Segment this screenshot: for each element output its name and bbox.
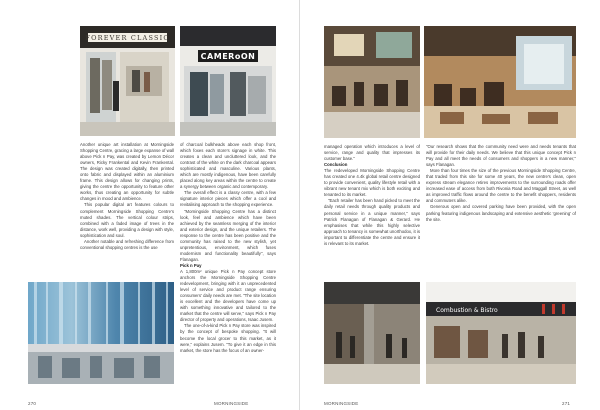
right-page bbox=[300, 0, 600, 410]
running-footer-right: MORNINGSIDE bbox=[324, 401, 359, 406]
paragraph: "Our research shows that the community need were and needs tenants that will provide for their daily needs. We believe that this unique concept Pick n Pay and all meet the needs of consumers and shoppers in a new manner," says Flanagan. bbox=[426, 144, 576, 168]
paragraph: More than four times the size of the previous Morningside Shopping Centre, that traded from this site for some 40 years, the new centre's clean, open express stream elegance retires improvements to the surrounding roads offer increased ease of access from both Rivonia Road and Maggall Street, as well as improved traffic flows around the centre to the benefit shoppers, residents and commuters alike. bbox=[426, 168, 576, 204]
paragraph: The one-of-a-kind Pick n Pay store was inspired by the concept of bespoke shopping. "It will become the local grocer to this market, as it were," explains Jusem. "To give it an edge in this market, the store has the focus of an owner- bbox=[180, 323, 276, 353]
text-column-1 bbox=[80, 142, 174, 282]
paragraph: This popular digital art features colours to complement Morningside Shopping Centre's muted shades. The vertical colour strips, combined with a faded image of trees in the distance, work well, providing a design with style, sophistication and soul. bbox=[80, 202, 174, 238]
bistro-sign-text: Combustion & Bistro bbox=[436, 307, 498, 314]
page-number-right: 271 bbox=[562, 401, 571, 406]
paragraph: The redeveloped Morningside Shopping Centre has created one 4.4k global retail centre designed to provide convenient, quality lifestyle retail with a vibrant new tenant mix which is both exciting and tenanted to its market. bbox=[324, 168, 420, 198]
photo-mall-interior bbox=[424, 26, 576, 138]
paragraph: "Morningside Shopping Centre has a distinct look, feel and ambience which have been achieved by the seamless merging of the interior and exterior design, and the unique retailers. The response to the centre has been positive and the community has raised to the new stylish, yet unpretentious, environment, which fuses modernism and functionality beautifully", says Flanagan. bbox=[180, 208, 276, 262]
photo-storefront-cameroon bbox=[180, 26, 276, 136]
page-number-left: 270 bbox=[28, 401, 37, 406]
paragraph: "Each retailer has been hand picked to meet the daily retail needs through quality products and personal service in a unique manner," says Patrick Flanagan of Flanagan & Gerard. He emphasises that while this highly selective approach to tenancy is somewhat unorthodox, it is important to differentiate the centre and ensure it is relevant to its market. bbox=[324, 198, 420, 246]
subheading-pick-n-pay: Pick n Pay bbox=[180, 262, 202, 268]
text-column-4 bbox=[426, 144, 576, 282]
storefront-sign-text: FOREVER CLASSIC bbox=[85, 34, 170, 42]
paragraph: Generous open and covered parking have been provided, with the open parking featuring indigenous landscaping and extensive aesthetic 'greening' of the site. bbox=[426, 204, 576, 222]
photo-digital-art-installation bbox=[28, 282, 174, 384]
paragraph: The overall effect is a classy centre, with a few signature interior pieces which offer a cool and revitalising approach to the shopping experience. bbox=[180, 190, 276, 208]
photo-storefront-classic bbox=[80, 26, 175, 136]
paragraph: Another notable and refreshing difference from conventional shopping centres is the use bbox=[80, 238, 174, 250]
paragraph: managed operation which introduces a level of service, range and quality that impresses its customer base." bbox=[324, 144, 420, 162]
photo-shopping-corridor bbox=[324, 282, 420, 384]
paragraph: of charcoal bulkheads above each shop front, which foxes each store's signage in white. This creates a clean and uncluttered look, and the contrast of the white on the dark charcoal appears sophisticated and masculine. Various plants, which are mostly indigenous, have been carefully placed along key areas within the centre to create a synergy between organic and contemporary. bbox=[180, 142, 276, 190]
photo-bistro-exterior bbox=[426, 282, 576, 384]
paragraph: A 1,800m² unique Pick n Pay concept store anchors the Morningside Shopping Centre redevelopment, bringing with it an unprecedented level of service and product range ensuring consumers' daily needs are met. "The site location is excellent and the developers have come up with something innovative and tailored to the market that the centre will serve," says Pick n Pay director of property and operations, Isaac Jusem. bbox=[180, 268, 276, 323]
text-column-2 bbox=[180, 142, 276, 390]
storefront-sign-text-cameroon: CAMERoON bbox=[200, 52, 256, 61]
running-footer-left: MORNINGSIDE bbox=[214, 401, 249, 406]
text-column-3 bbox=[324, 144, 420, 282]
subheading-conclusion: Conclusion bbox=[324, 162, 348, 168]
photo-restaurant-interior bbox=[324, 26, 420, 138]
paragraph: Another unique art installation at Morningside Shopping Centre, gracing a large expanse of wall above Pick n Pay, was created by Lemon Décor owners, Ricky Frankental and Kevin Frankental. The design was created digitally, then printed onto fabric and displayed within an aluminium frame. This design allows for changing prints, giving the centre the opportunity to feature other works, thus creating an opportunity for subtle changes in mood and ambience. bbox=[80, 142, 174, 202]
